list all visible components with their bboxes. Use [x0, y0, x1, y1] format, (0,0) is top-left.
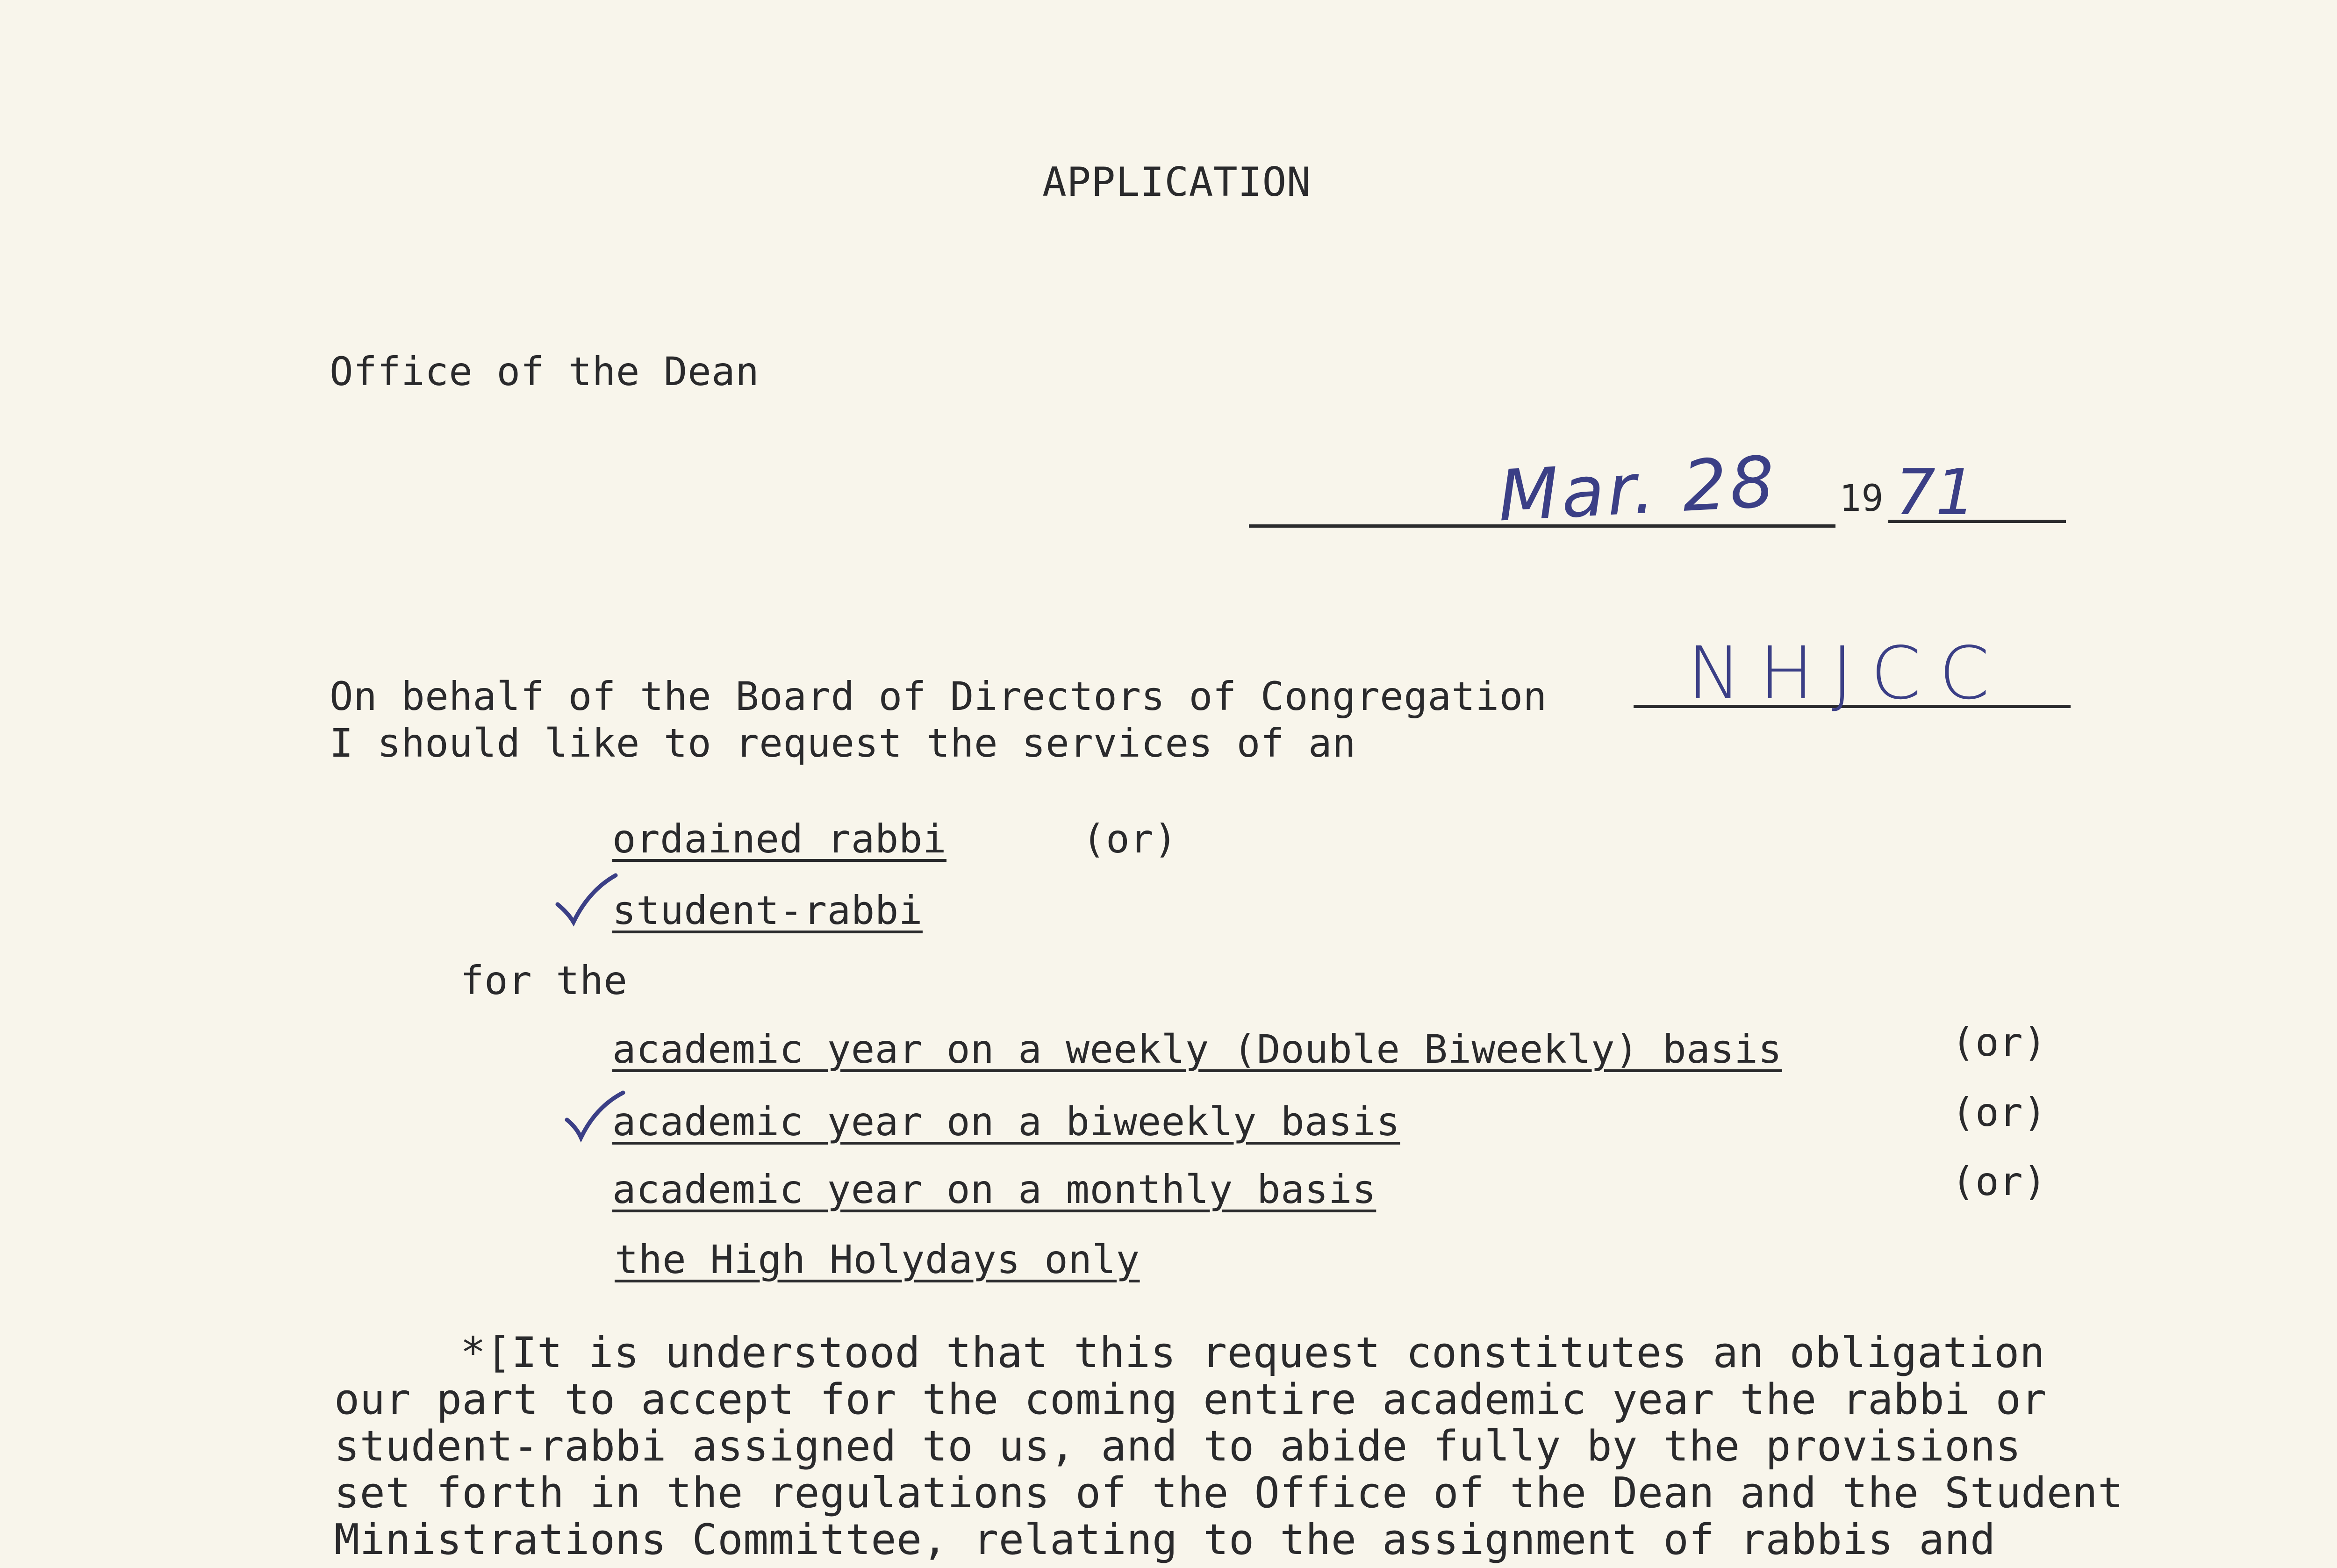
option-ordained-rabbi-or: (or): [1082, 816, 1178, 862]
option-monthly-basis: academic year on a monthly basis: [612, 1167, 1376, 1212]
obligation-line-4: set forth in the regulations of the Office of the Dean and the Student: [334, 1468, 2123, 1518]
option-student-rabbi: student-rabbi: [612, 888, 923, 933]
date-handwritten: Mar. 28: [1496, 441, 1779, 537]
request-line-1: On behalf of the Board of Directors of Congregation: [330, 673, 1547, 719]
option-biweekly-basis-or: (or): [1951, 1089, 2047, 1135]
addressee: Office of the Dean: [330, 349, 760, 394]
option-weekly-basis: academic year on a weekly (Double Biweekly) basis: [612, 1026, 1782, 1072]
obligation-line-3: student-rabbi assigned to us, and to abide fully by the provisions: [334, 1422, 2022, 1471]
date-year-prefix: 19: [1839, 478, 1884, 520]
document-title: APPLICATION: [1042, 159, 1312, 206]
congregation-handwritten: NHJCC: [1687, 631, 2007, 716]
option-high-holydays: the High Holydays only: [615, 1237, 1140, 1282]
obligation-line-1: *[It is understood that this request constitutes an obligation: [460, 1328, 2045, 1377]
obligation-line-2: our part to accept for the coming entire academic year the rabbi or: [334, 1375, 2047, 1424]
option-biweekly-basis: academic year on a biweekly basis: [612, 1099, 1400, 1145]
option-monthly-basis-or: (or): [1951, 1159, 2047, 1204]
obligation-line-5: Ministrations Committee, relating to the assignment of rabbis and: [334, 1515, 1996, 1564]
request-line-2: I should like to request the services of an: [330, 720, 1356, 766]
option-ordained-rabbi: ordained rabbi: [612, 816, 947, 862]
option-weekly-basis-or: (or): [1951, 1019, 2047, 1065]
date-year-handwritten: 71: [1895, 456, 1976, 529]
check-mark-icon: [554, 872, 619, 928]
for-the-label: for the: [460, 958, 628, 1003]
